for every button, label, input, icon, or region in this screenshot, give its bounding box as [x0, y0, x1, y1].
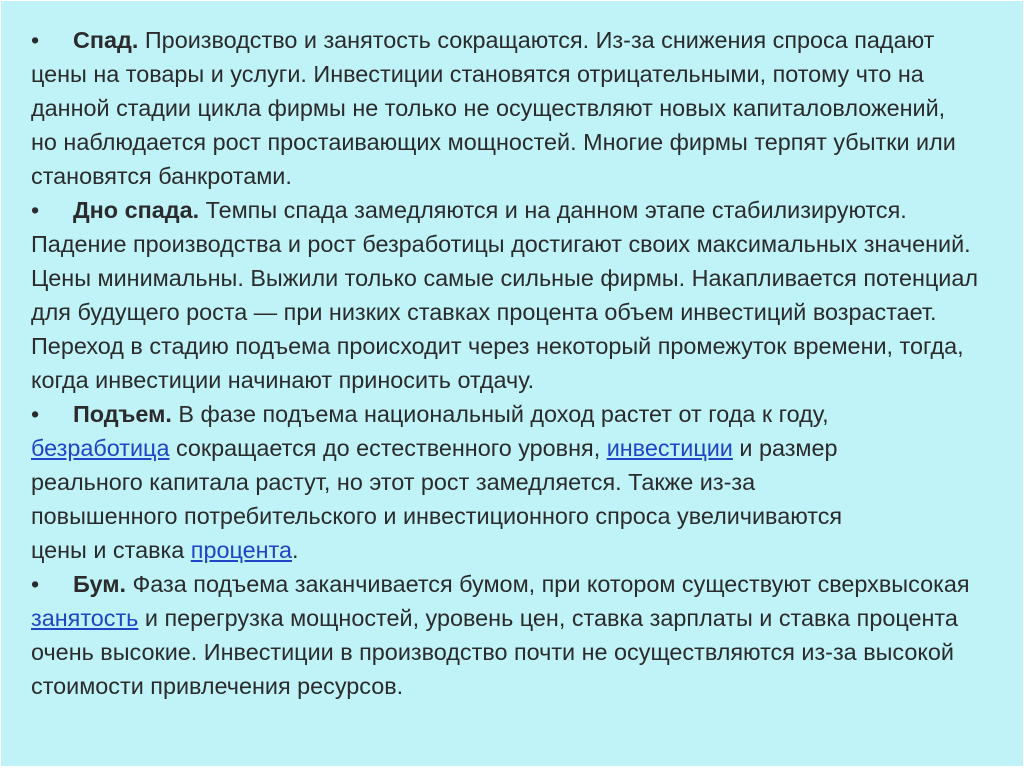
paragraph-text: и размер реального капитала растут, но этот рост замедляется. Также из-за повышенного потребительского и инвестиционного спроса увеличиваются цены и ставка	[31, 435, 843, 563]
bullet-icon: •	[31, 571, 40, 597]
paragraph-text: сокращается до естественного уровня,	[169, 435, 607, 461]
link-investitsii[interactable]: инвестиции	[606, 435, 733, 461]
paragraph-dno-spada	[31, 193, 1006, 397]
link-zanyatost[interactable]: занятость	[31, 605, 139, 631]
term-bum: Бум.	[73, 571, 127, 597]
bullet-icon: •	[31, 401, 40, 427]
paragraph-spad	[31, 23, 961, 193]
paragraph-text: Производство и занятость сокращаются. Из-за снижения спроса падают цены на товары и услуги. Инвестиции становятся отрицательными, потому что на данной стадии цикла фирмы не только не осуществляют новых капиталовложений, но наблюдается рост простаивающих мощностей. Многие фирмы терпят убытки или становятся банкротами.	[31, 27, 956, 189]
paragraph-text: В фазе подъема национальный доход растет от года к году,	[171, 401, 829, 427]
paragraph-text: .	[292, 537, 299, 563]
bullet-icon: •	[31, 197, 40, 223]
term-spad: Спад.	[73, 27, 139, 53]
paragraph-text: и перегрузка мощностей, уровень цен, ставка зарплаты и ставка процента очень высокие. Инвестиции в производство почти не осуществляются из-за высокой стоимости привлечения ресурсов.	[31, 605, 958, 699]
link-bezrabotitsa[interactable]: безработица	[31, 435, 170, 461]
term-dno-spada: Дно спада.	[73, 197, 200, 223]
paragraph-text: Темпы спада замедляются и на данном этапе стабилизируются. Падение производства и рост безработицы достигают своих максимальных значений. Цены минимальны. Выжили только самые сильные фирмы. Накапливается потенциал для будущего роста — при низких ставках процента объем инвестиций возрастает. Переход в стадию подъема происходит через некоторый промежуток времени, тогда, когда инвестиции начинают приносить отдачу.	[31, 197, 979, 393]
slide-text-body	[31, 23, 1021, 703]
link-protsenta[interactable]: процента	[190, 537, 292, 563]
term-podem: Подъем.	[73, 401, 172, 427]
paragraph-bum	[31, 567, 1016, 703]
slide	[1, 1, 1023, 766]
bullet-icon: •	[31, 27, 40, 53]
paragraph-text: Фаза подъема заканчивается бумом, при котором существуют сверхвысокая	[126, 571, 983, 597]
paragraph-podem	[31, 397, 891, 567]
